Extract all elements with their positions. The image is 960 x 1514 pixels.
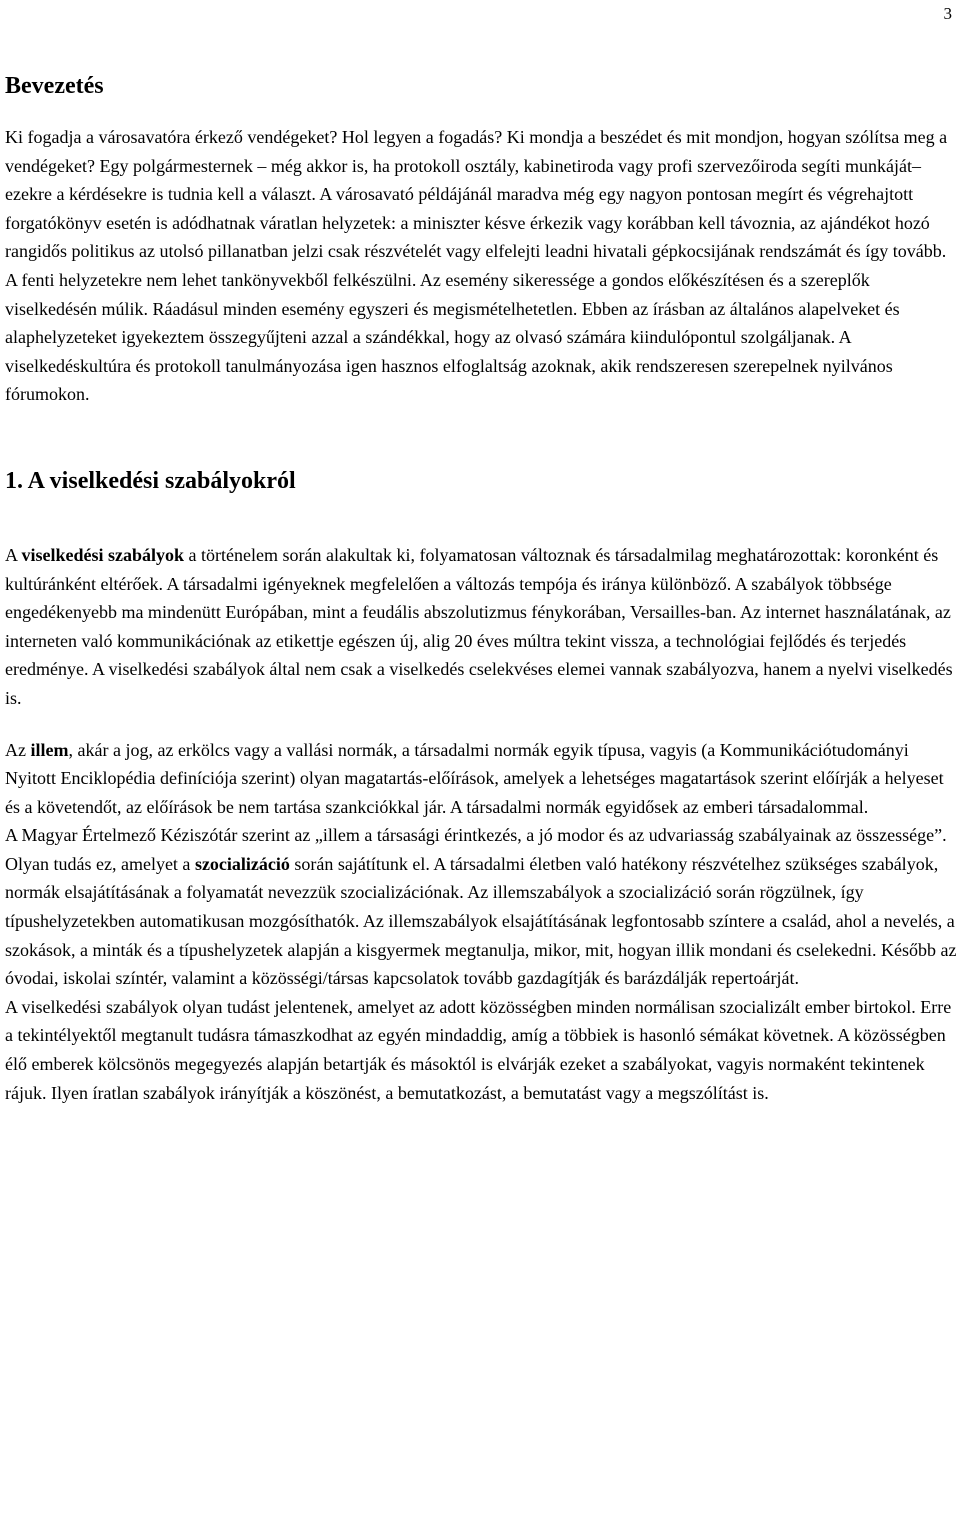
- text-run: során sajátítunk el. A társadalmi életben való hatékony részvételhez szükséges szabályok, normák elsajátításának a folyamatát nevezzük szocializációnak. Az illemszabályok a szocializáció során rögzülnek, így típushelyzetekben automatikusan mozgósíthatók. Az illemszabályok elsajátításának legfontosabb színtere a család, ahol a nevelés, a szokások, a minták és a típushelyzetek alapján a kisgyermek megtanulja, mikor, mit, hogyan illik mondani és cselekedni. Később az óvodai, iskolai színtér, valamint a közösségi/társas kapcsolatok tovább gazdagítják és barázdálják repertoárját.: [5, 853, 957, 989]
- bold-term: viselkedési szabályok: [21, 544, 185, 565]
- section-1-paragraph-1: [5, 541, 957, 713]
- page-number: 3: [943, 4, 952, 23]
- text-run: , akár a jog, az erkölcs vagy a vallási normák, a társadalmi normák egyik típusa, vagyis (a Kommunikációtudományi Nyitott Enciklopédia definíciója szerint) olyan magatartás-előírások, amelyek a lehetséges magatartások szerint előírják a helyeset és a követendőt, az előírások be nem tartása szankciókkal jár. A társadalmi normák egyidősek az emberi társadalommal.: [5, 739, 944, 817]
- section-1-paragraph-4: A viselkedési szabályok olyan tudást jelentenek, amelyet az adott közösségben minden normálisan szocializált ember birtokol. Erre a tekintélyektől megtanult tudásra támaszkodhat az egyén mindaddig, amíg a többiek is hasonló sémákat követnek. A közösségben élő emberek kölcsönös megegyezés alapján betartják és másoktól is elvárják ezeket a szabályokat, vagyis normaként tekintenek rájuk. Ilyen íratlan szabályok irányítják a köszönést, a bemutatkozást, a bemutatást vagy a megszólítást is.: [5, 996, 952, 1103]
- document-page: [5, 70, 957, 1107]
- section-1-heading: 1. A viselkedési szabályokról: [5, 467, 296, 494]
- bold-term: szocializáció: [194, 853, 290, 874]
- bold-term: illem: [30, 739, 69, 760]
- text-run: a történelem során alakultak ki, folyamatosan változnak és társadalmilag meghatározottak: koronként és kultúránként eltérőek. A társadalmi igényeknek megfelelően a változás tempója és iránya különböző. A szabályok többsége engedékenyebb ma mindenütt Európában, mint a feudális abszolutizmus fénykorában, Versailles-ban. Az internet használatának, az interneten való kommunikációnak az etikettje egészen új, alig 20 éves múltra tekint vissza, a technológiai fejlődés és terjedés eredménye. A viselkedési szabályok által nem csak a viselkedés cselekvéses elemei vannak szabályozva, hanem a nyelvi viselkedés is.: [5, 544, 953, 708]
- section-1-paragraph-2: [5, 736, 957, 822]
- intro-paragraph: Ki fogadja a városavatóra érkező vendégeket? Hol legyen a fogadás? Ki mondja a beszédet és mit mondjon, hogyan szólítsa meg a vendégeket? Egy polgármesternek – még akkor is, ha protokoll osztály, kabinetiroda vagy profi szervezőiroda segíti munkáját– ezekre a kérdésekre is tudnia kell a választ. A városavató példájánál maradva még egy nagyon pontosan megírt és végrehajtott forgatókönyv esetén is adódhatnak váratlan helyzetek: a miniszter késve érkezik vagy korábban kell távoznia, az ajándékot hozó rangidős politikus az utolsó pillanatban jelzi csak részvételét vagy elfelejti leadni hivatali gépkocsijának rendszámát és így tovább. A fenti helyzetekre nem lehet tankönyvekből felkészülni. Az esemény sikeressége a gondos előkészítésen és a szereplők viselkedésén múlik. Ráadásul minden esemény egyszeri és megismételhetetlen. Ebben az írásban az általános alapelveket és alaphelyzeteket igyekeztem összegyűjteni azzal a szándékkal, hogy az olvasó számára kiindulópontul szolgáljanak. A viselkedéskultúra és protokoll tanulmányozása igen hasznos elfoglaltság azoknak, akik rendszeresen szerepelnek nyilvános fórumokon.: [5, 127, 948, 405]
- intro-heading: Bevezetés: [5, 73, 104, 99]
- text-run: Az: [5, 739, 31, 760]
- section-1-paragraph-3: [5, 821, 957, 993]
- text-run: A: [5, 544, 22, 565]
- text-run: A Magyar Értelmező Kéziszótár szerint az „illem a társasági érintkezés, a jó modor és az udvariasság szabályainak az összessége”. Olyan tudás ez, amelyet a: [5, 825, 947, 874]
